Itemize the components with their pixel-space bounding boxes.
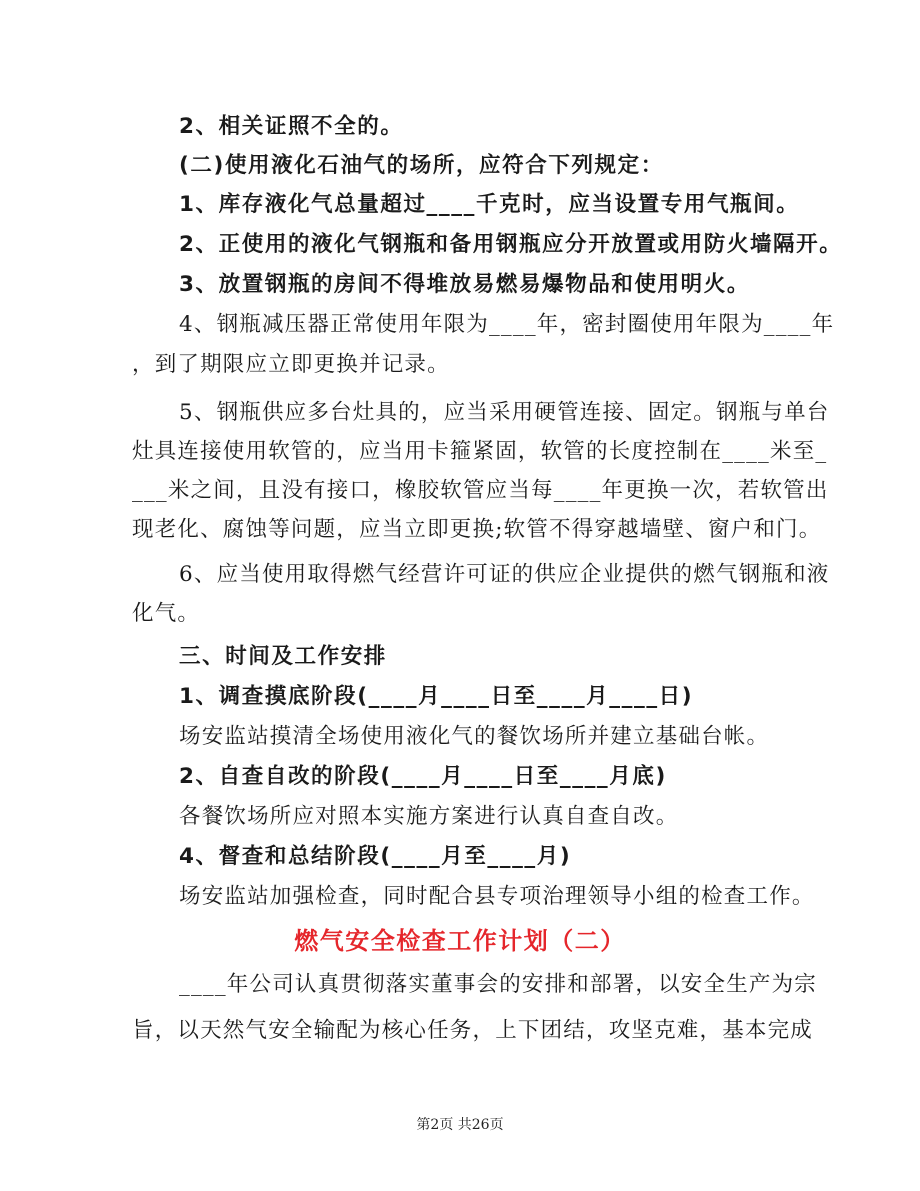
text-line: 2、正使用的液化气钢瓶和备用钢瓶应分开放置或用防火墙隔开。 [179, 232, 843, 257]
text-line: 4、钢瓶减压器正常使用年限为____年，密封圈使用年限为____年 [179, 312, 835, 337]
page-number: 第2页 共26页 [416, 1117, 504, 1133]
text-line: 现老化、腐蚀等问题，应当立即更换;软管不得穿越墙壁、窗户和门。 [132, 517, 822, 542]
section-title: 燃气安全检查工作计划（二） [294, 927, 626, 955]
text-line: 旨，以天然气安全输配为核心任务，上下团结，攻坚克难，基本完成 [132, 1018, 814, 1043]
text-line: 5、钢瓶供应多台灶具的，应当采用硬管连接、固定。钢瓶与单台 [179, 400, 830, 425]
text-line: ___米之间，且没有接口，橡胶软管应当每____年更换一次，若软管出 [132, 478, 829, 503]
text-line: 各餐饮场所应对照本实施方案进行认真自查自改。 [179, 804, 679, 829]
text-line: 2、相关证照不全的。 [179, 114, 404, 139]
text-line: 6、应当使用取得燃气经营许可证的供应企业提供的燃气钢瓶和液 [179, 562, 830, 587]
text-line: 化气。 [132, 601, 201, 626]
text-line: 3、放置钢瓶的房间不得堆放易燃易爆物品和使用明火。 [179, 272, 750, 297]
text-line: 灶具连接使用软管的，应当用卡箍紧固，软管的长度控制在____米至_ [132, 439, 828, 464]
text-line: 三、时间及工作安排 [179, 644, 387, 669]
text-line: 场安监站加强检查，同时配合县专项治理领导小组的检查工作。 [179, 884, 815, 909]
text-line: 2、自查自改的阶段(____月____日至____月底) [179, 764, 667, 789]
text-line: 场安监站摸清全场使用液化气的餐饮场所并建立基础台帐。 [179, 724, 770, 749]
text-line: 4、督查和总结阶段(____月至____月) [179, 844, 572, 869]
text-line: ，到了期限应立即更换并记录。 [132, 352, 450, 377]
text-line: 1、库存液化气总量超过____千克时，应当设置专用气瓶间。 [179, 192, 800, 217]
text-line: (二)使用液化石油气的场所，应符合下列规定： [179, 153, 664, 178]
text-line: ____年公司认真贯彻落实董事会的安排和部署，以安全生产为宗 [179, 972, 818, 997]
text-line: 1、调查摸底阶段(____月____日至____月____日) [179, 684, 694, 709]
